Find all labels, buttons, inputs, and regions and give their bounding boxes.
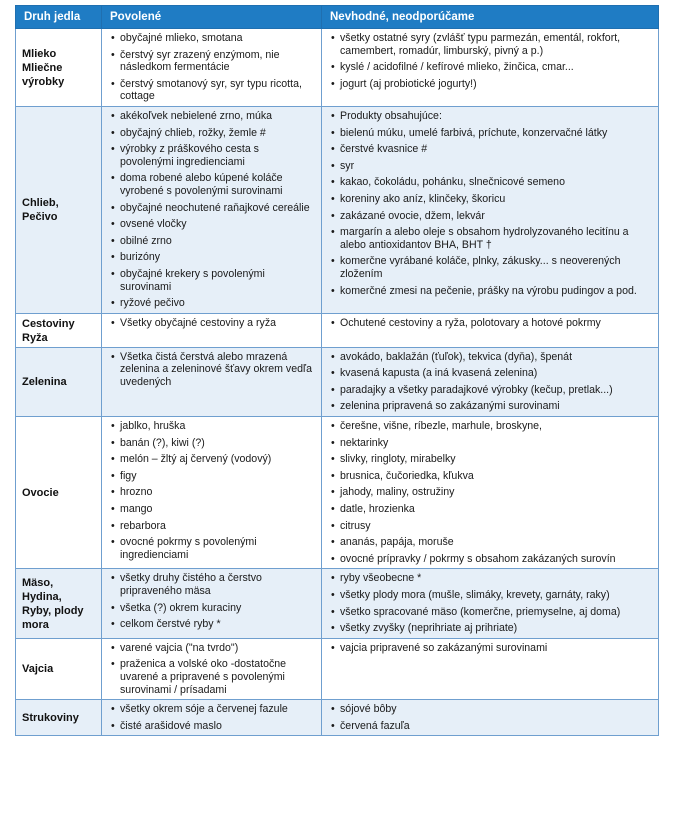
list-item: • bielenú múku, umelé farbivá, príchute, konzervačné látky	[330, 127, 652, 140]
list-item: • brusnica, čučoriedka, kľukva	[330, 470, 652, 483]
allowed-cell	[102, 313, 322, 347]
allowed-list	[110, 317, 315, 330]
food-category: Strukoviny	[16, 700, 102, 736]
list-item: • komerčne vyrábané koláče, plnky, zákusky... s neoverených zložením	[330, 255, 652, 280]
table-row	[16, 313, 659, 347]
list-item: • melón – žltý aj červený (vodový)	[110, 453, 315, 466]
list-item: • ananás, papája, moruše	[330, 536, 652, 549]
list-item: • ovsené vločky	[110, 218, 315, 231]
list-item: • burizóny	[110, 251, 315, 264]
list-item: • celkom čerstvé ryby *	[110, 618, 315, 631]
list-item: • ovocné pokrmy s povolenými ingredienciami	[110, 536, 315, 561]
not-recommended-list	[330, 572, 652, 634]
list-item: • praženica a volské oko -dostatočne uvarené a pripravené s povolenými surovinami / prísadami	[110, 658, 315, 696]
allowed-cell	[102, 106, 322, 313]
not-recommended-list	[330, 351, 652, 413]
list-item: • figy	[110, 470, 315, 483]
list-item: • červená fazuľa	[330, 720, 652, 733]
not-recommended-cell	[322, 569, 659, 638]
list-item: • čerstvý syr zrazený enzýmom, nie následkom fermentácie	[110, 49, 315, 74]
list-item: • všetky plody mora (mušle, slimáky, krevety, garnáty, raky)	[330, 589, 652, 602]
not-recommended-cell	[322, 347, 659, 416]
list-item: • ryby všeobecne *	[330, 572, 652, 585]
table-row	[16, 417, 659, 569]
allowed-cell	[102, 347, 322, 416]
allowed-list	[110, 703, 315, 732]
list-item: • zakázané ovocie, džem, lekvár	[330, 210, 652, 223]
list-item: • ryžové pečivo	[110, 297, 315, 310]
list-item: • zelenina pripravená so zakázanými surovinami	[330, 400, 652, 413]
list-item: • všetko spracované mäso (komerčne, priemyselne, aj doma)	[330, 606, 652, 619]
food-category: Vajcia	[16, 638, 102, 699]
list-item: • citrusy	[330, 520, 652, 533]
list-item: • varené vajcia ("na tvrdo")	[110, 642, 315, 655]
list-item: • Produkty obsahujúce:	[330, 110, 652, 123]
allowed-list	[110, 420, 315, 561]
list-item: • doma robené alebo kúpené koláče vyrobené s povolenými surovinami	[110, 172, 315, 197]
list-item: • nektarinky	[330, 437, 652, 450]
table-header-row	[16, 6, 659, 29]
list-item: • syr	[330, 160, 652, 173]
food-category: Cestoviny Ryža	[16, 313, 102, 347]
allowed-list	[110, 351, 315, 389]
not-recommended-cell	[322, 313, 659, 347]
list-item: • Ochutené cestoviny a ryža, polotovary a hotové pokrmy	[330, 317, 652, 330]
table-row	[16, 29, 659, 107]
list-item: • všetky ostatné syry (zvlášť typu parmezán, ementál, rokfort, camembert, romadúr, limburský, pivný a p.)	[330, 32, 652, 57]
list-item: • Všetka čistá čerstvá alebo mrazená zelenina a zeleninové šťavy okrem vedľa uvedených	[110, 351, 315, 389]
list-item: • akékoľvek nebielené zrno, múka	[110, 110, 315, 123]
list-item: • jahody, maliny, ostružiny	[330, 486, 652, 499]
list-item: • koreniny ako aníz, klinčeky, škoricu	[330, 193, 652, 206]
list-item: • čerstvé kvasnice #	[330, 143, 652, 156]
food-category: Chlieb, Pečivo	[16, 106, 102, 313]
not-recommended-list	[330, 703, 652, 732]
list-item: • všetky zvyšky (neprihriate aj prihriate)	[330, 622, 652, 635]
food-category: Mlieko Mliečne výrobky	[16, 29, 102, 107]
allowed-cell	[102, 700, 322, 736]
allowed-cell	[102, 29, 322, 107]
list-item: • kvasená kapusta (a iná kvasená zelenina)	[330, 367, 652, 380]
header-food-type: Druh jedla	[16, 6, 102, 29]
not-recommended-cell	[322, 638, 659, 699]
table-row	[16, 700, 659, 736]
list-item: • všetka (?) okrem kuraciny	[110, 602, 315, 615]
table-body	[16, 29, 659, 736]
list-item: • obyčajný chlieb, rožky, žemle #	[110, 127, 315, 140]
list-item: • Všetky obyčajné cestoviny a ryža	[110, 317, 315, 330]
list-item: • kyslé / acidofilné / kefírové mlieko, žinčica, cmar...	[330, 61, 652, 74]
not-recommended-list	[330, 642, 652, 655]
not-recommended-cell	[322, 417, 659, 569]
list-item: • datle, hrozienka	[330, 503, 652, 516]
food-category: Ovocie	[16, 417, 102, 569]
list-item: • čisté arašidové maslo	[110, 720, 315, 733]
food-category: Mäso, Hydina, Ryby, plody mora	[16, 569, 102, 638]
allowed-list	[110, 572, 315, 630]
list-item: • výrobky z práškového cesta s povolenými ingredienciami	[110, 143, 315, 168]
table-row	[16, 347, 659, 416]
list-item: • všetky okrem sóje a červenej fazule	[110, 703, 315, 716]
allowed-list	[110, 32, 315, 103]
list-item: • všetky druhy čistého a čerstvo pripraveného mäsa	[110, 572, 315, 597]
diet-table	[15, 5, 659, 736]
list-item: • rebarbora	[110, 520, 315, 533]
list-item: • sójové bôby	[330, 703, 652, 716]
list-item: • banán (?), kiwi (?)	[110, 437, 315, 450]
list-item: • hrozno	[110, 486, 315, 499]
not-recommended-list	[330, 110, 652, 297]
list-item: • slivky, ringloty, mirabelky	[330, 453, 652, 466]
allowed-cell	[102, 569, 322, 638]
table-row	[16, 106, 659, 313]
list-item: • jablko, hruška	[110, 420, 315, 433]
list-item: • obilné zrno	[110, 235, 315, 248]
list-item: • vajcia pripravené so zakázanými surovinami	[330, 642, 652, 655]
list-item: • obyčajné krekery s povolenými surovinami	[110, 268, 315, 293]
header-not-recommended: Nevhodné, neodporúčame	[322, 6, 659, 29]
list-item: • paradajky a všetky paradajkové výrobky (kečup, pretlak...)	[330, 384, 652, 397]
not-recommended-cell	[322, 106, 659, 313]
allowed-list	[110, 110, 315, 310]
list-item: • avokádo, baklažán (ťuľok), tekvica (dyňa), špenát	[330, 351, 652, 364]
list-item: • kakao, čokoládu, pohánku, slnečnicové semeno	[330, 176, 652, 189]
not-recommended-cell	[322, 700, 659, 736]
allowed-cell	[102, 638, 322, 699]
table-row	[16, 569, 659, 638]
list-item: • jogurt (aj probiotické jogurty!)	[330, 78, 652, 91]
allowed-cell	[102, 417, 322, 569]
not-recommended-list	[330, 420, 652, 565]
allowed-list	[110, 642, 315, 696]
header-allowed: Povolené	[102, 6, 322, 29]
not-recommended-cell	[322, 29, 659, 107]
list-item: • čerešne, višne, ríbezle, marhule, broskyne,	[330, 420, 652, 433]
table-row	[16, 638, 659, 699]
list-item: • komerčné zmesi na pečenie, prášky na výrobu pudingov a pod.	[330, 285, 652, 298]
food-category: Zelenina	[16, 347, 102, 416]
list-item: • ovocné prípravky / pokrmy s obsahom zakázaných surovín	[330, 553, 652, 566]
list-item: • margarín a alebo oleje s obsahom hydrolyzovaného lecitínu a alebo antioxidantov BHA, BHT †	[330, 226, 652, 251]
not-recommended-list	[330, 32, 652, 90]
list-item: • obyčajné neochutené raňajkové cereálie	[110, 202, 315, 215]
not-recommended-list	[330, 317, 652, 330]
list-item: • mango	[110, 503, 315, 516]
list-item: • čerstvý smotanový syr, syr typu ricotta, cottage	[110, 78, 315, 103]
list-item: • obyčajné mlieko, smotana	[110, 32, 315, 45]
